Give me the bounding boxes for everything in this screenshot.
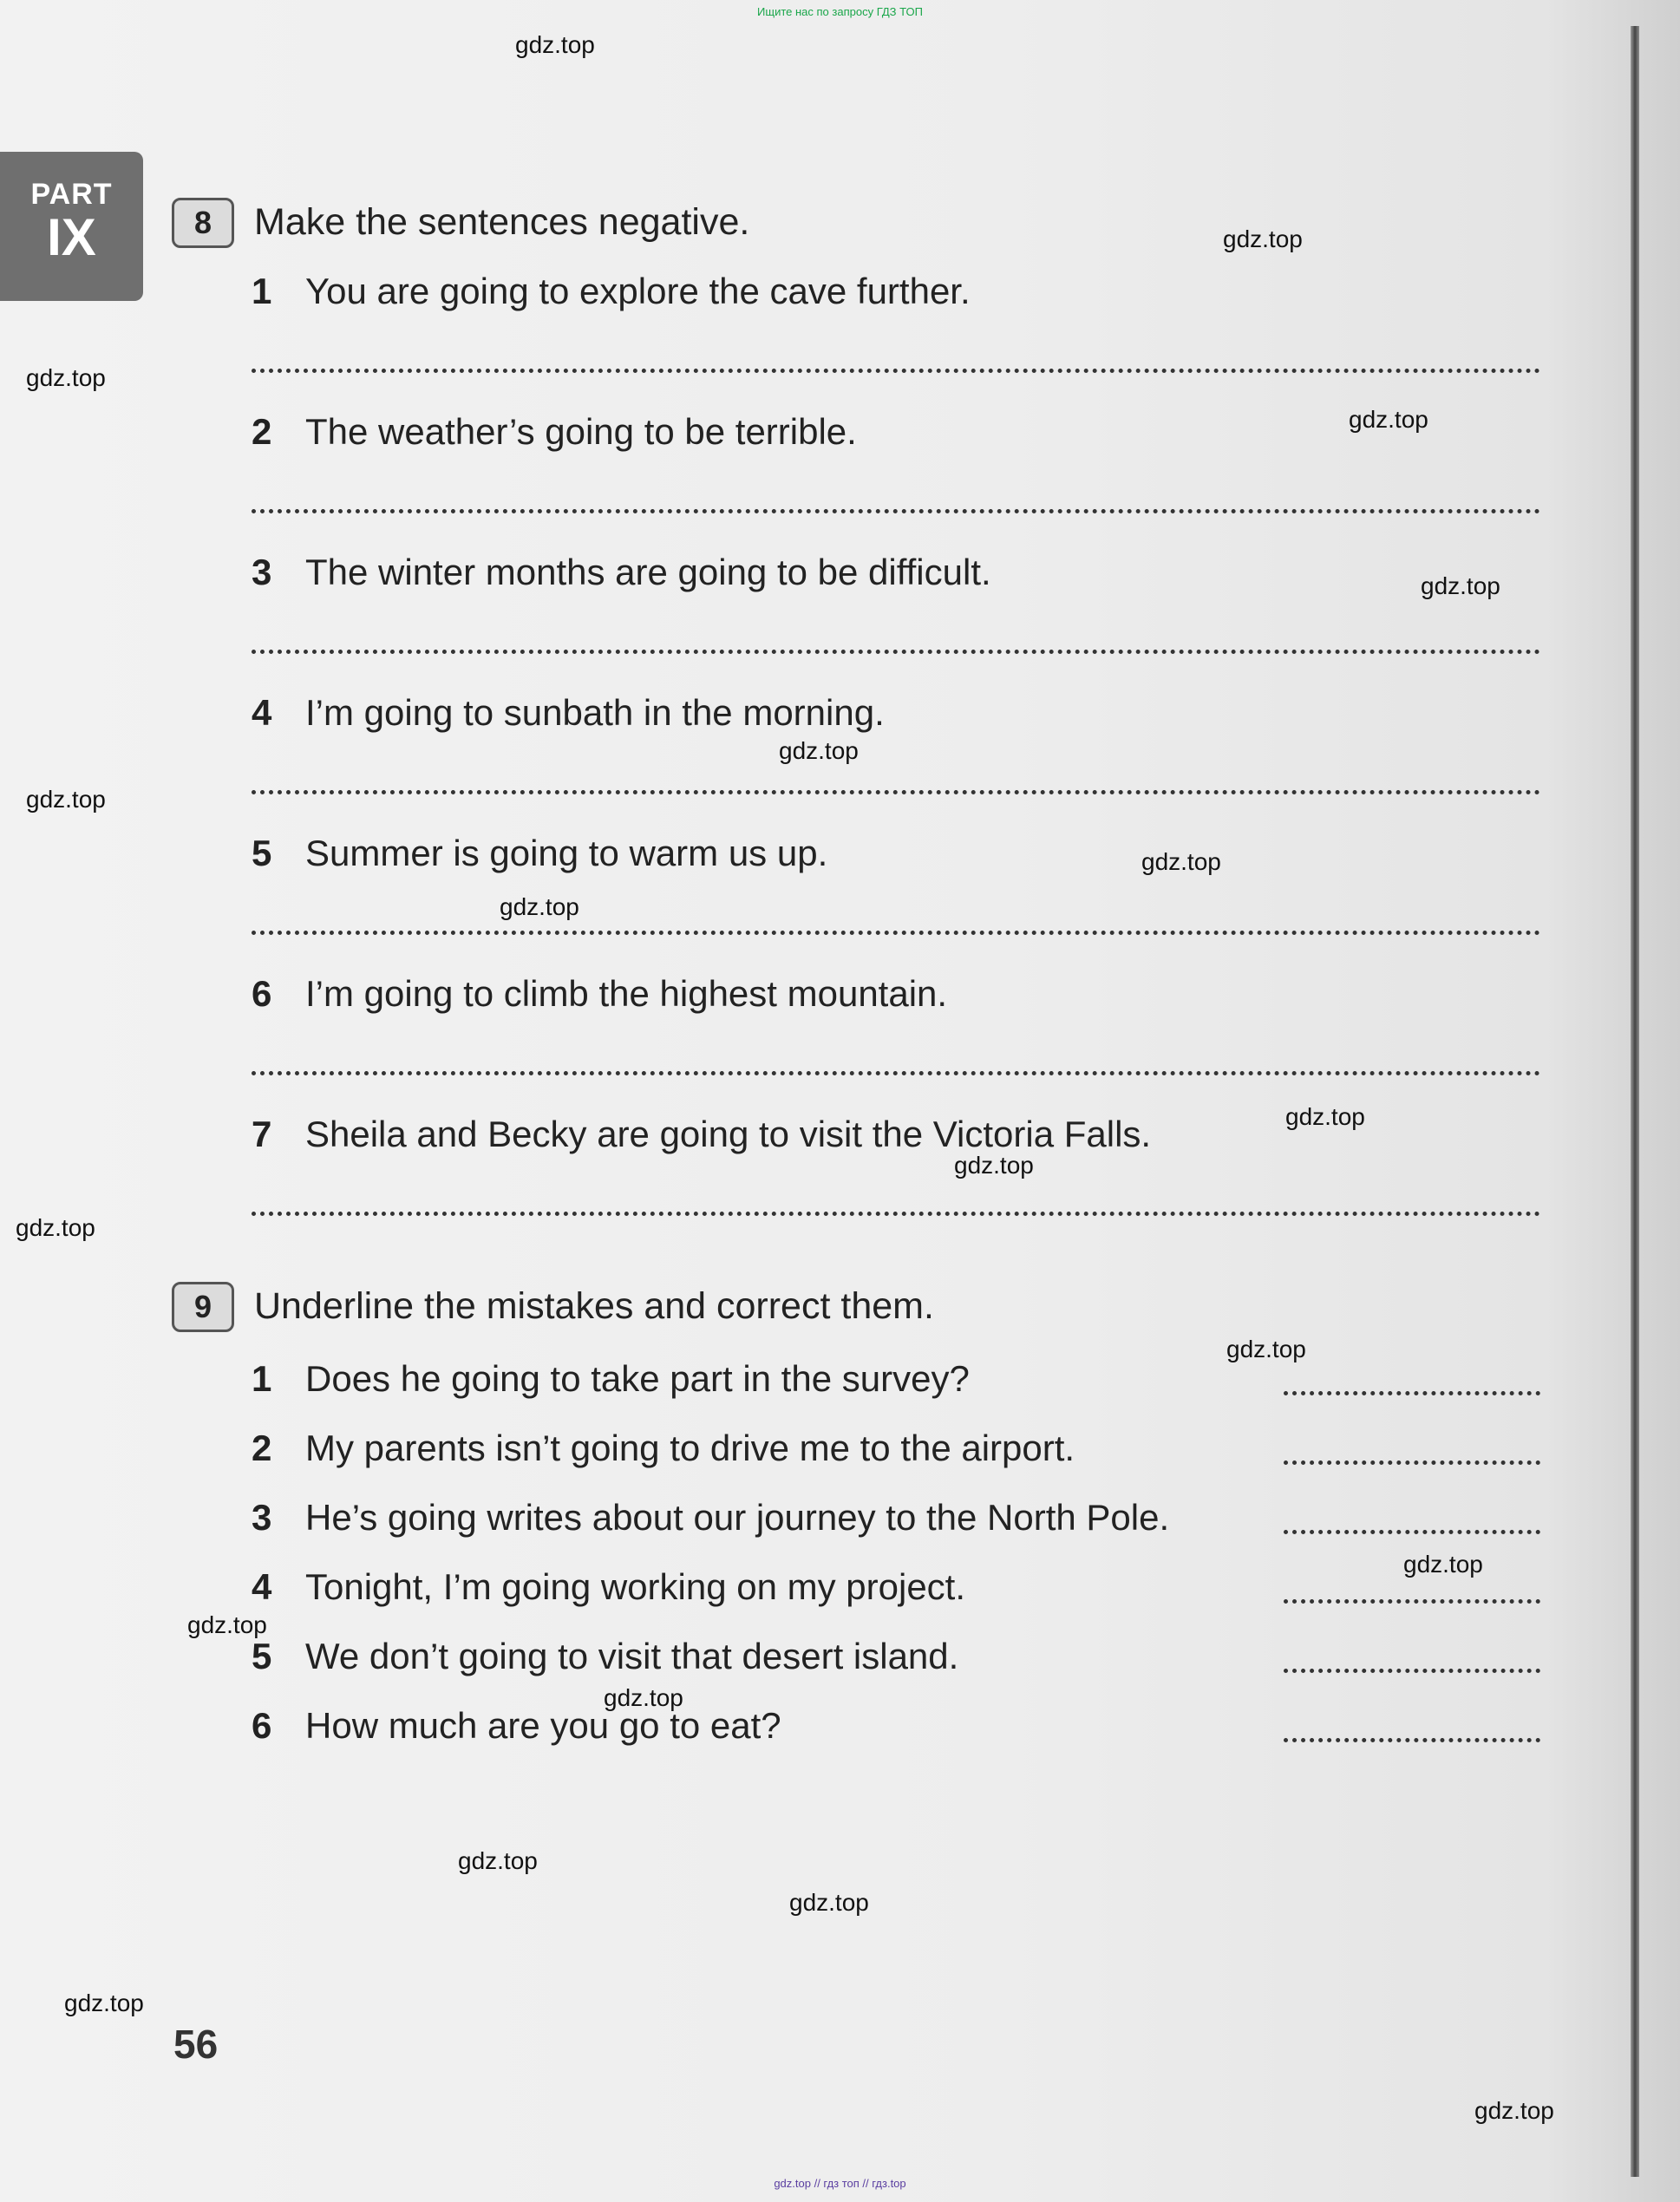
ex9-answer-line-4[interactable] (1284, 1599, 1540, 1604)
watermark: gdz.top (1349, 406, 1428, 433)
item-number: 4 (252, 692, 272, 733)
watermark: gdz.top (515, 31, 595, 58)
exercise-9-title: Underline the mistakes and correct them. (254, 1285, 934, 1327)
ex9-answer-line-6[interactable] (1284, 1738, 1540, 1742)
ex8-answer-line-6[interactable] (252, 1071, 1540, 1075)
item-number: 2 (252, 411, 272, 452)
item-number: 7 (252, 1114, 272, 1154)
item-number: 1 (252, 271, 272, 311)
page-number: 56 (173, 2022, 219, 2067)
book-spine (1631, 26, 1639, 2177)
watermark: gdz.top (604, 1684, 683, 1711)
watermark: gdz.top (64, 1990, 144, 2016)
watermark: gdz.top (1285, 1103, 1365, 1130)
bottom-note[interactable]: gdz.top // гдз топ // гдз.top (774, 2177, 906, 2190)
watermark: gdz.top (1421, 572, 1500, 599)
watermark: gdz.top (500, 893, 579, 920)
watermark: gdz.top (458, 1847, 538, 1874)
watermark: gdz.top (1223, 225, 1303, 252)
item-text: We don’t going to visit that desert island. (305, 1636, 959, 1676)
exercise-8-number: 8 (172, 198, 234, 248)
item-text: I’m going to climb the highest mountain. (305, 973, 948, 1014)
watermark: gdz.top (26, 786, 106, 813)
item-number: 4 (252, 1566, 272, 1607)
watermark: gdz.top (1141, 848, 1221, 875)
watermark: gdz.top (1226, 1336, 1306, 1362)
watermark: gdz.top (954, 1152, 1034, 1179)
item-number: 2 (252, 1428, 272, 1468)
watermark: gdz.top (26, 364, 106, 391)
ex9-answer-line-3[interactable] (1284, 1530, 1540, 1534)
ex8-answer-line-1[interactable] (252, 369, 1540, 373)
item-text: Sheila and Becky are going to visit the Victoria Falls. (305, 1114, 1152, 1154)
item-number: 3 (252, 1497, 272, 1538)
item-text: My parents isn’t going to drive me to the airport. (305, 1428, 1075, 1468)
part-label: PART (30, 178, 113, 211)
watermark: gdz.top (16, 1214, 95, 1241)
item-number: 5 (252, 1636, 272, 1676)
ex9-answer-line-2[interactable] (1284, 1460, 1540, 1465)
ex8-answer-line-2[interactable] (252, 509, 1540, 513)
ex8-answer-line-5[interactable] (252, 931, 1540, 935)
item-number: 6 (252, 1705, 272, 1746)
item-text: The winter months are going to be difficult. (305, 552, 991, 592)
item-text: He’s going writes about our journey to the North Pole. (305, 1497, 1170, 1538)
ex8-answer-line-7[interactable] (252, 1212, 1540, 1216)
ex8-answer-line-4[interactable] (252, 790, 1540, 794)
item-text: The weather’s going to be terrible. (305, 411, 857, 452)
ex9-answer-line-5[interactable] (1284, 1669, 1540, 1673)
item-text: Tonight, I’m going working on my project. (305, 1566, 966, 1607)
watermark: gdz.top (779, 737, 859, 764)
item-number: 1 (252, 1358, 272, 1399)
top-search-note[interactable]: Ищите нас по запросу ГДЗ ТОП (757, 5, 923, 18)
watermark: gdz.top (1474, 2097, 1554, 2124)
ex8-answer-line-3[interactable] (252, 650, 1540, 654)
watermark: gdz.top (1403, 1551, 1483, 1578)
exercise-8-title: Make the sentences negative. (254, 201, 750, 243)
item-text: Does he going to take part in the survey? (305, 1358, 970, 1399)
item-text: Summer is going to warm us up. (305, 833, 828, 873)
part-tab (0, 152, 143, 301)
part-number: IX (47, 208, 96, 266)
item-text: How much are you go to eat? (305, 1705, 781, 1746)
ex9-answer-line-1[interactable] (1284, 1391, 1540, 1395)
watermark: gdz.top (187, 1611, 267, 1638)
item-text: You are going to explore the cave further. (305, 271, 971, 311)
exercise-9-number: 9 (172, 1282, 234, 1332)
item-number: 3 (252, 552, 272, 592)
item-text: I’m going to sunbath in the morning. (305, 692, 885, 733)
item-number: 6 (252, 973, 272, 1014)
watermark: gdz.top (789, 1889, 869, 1916)
item-number: 5 (252, 833, 272, 873)
